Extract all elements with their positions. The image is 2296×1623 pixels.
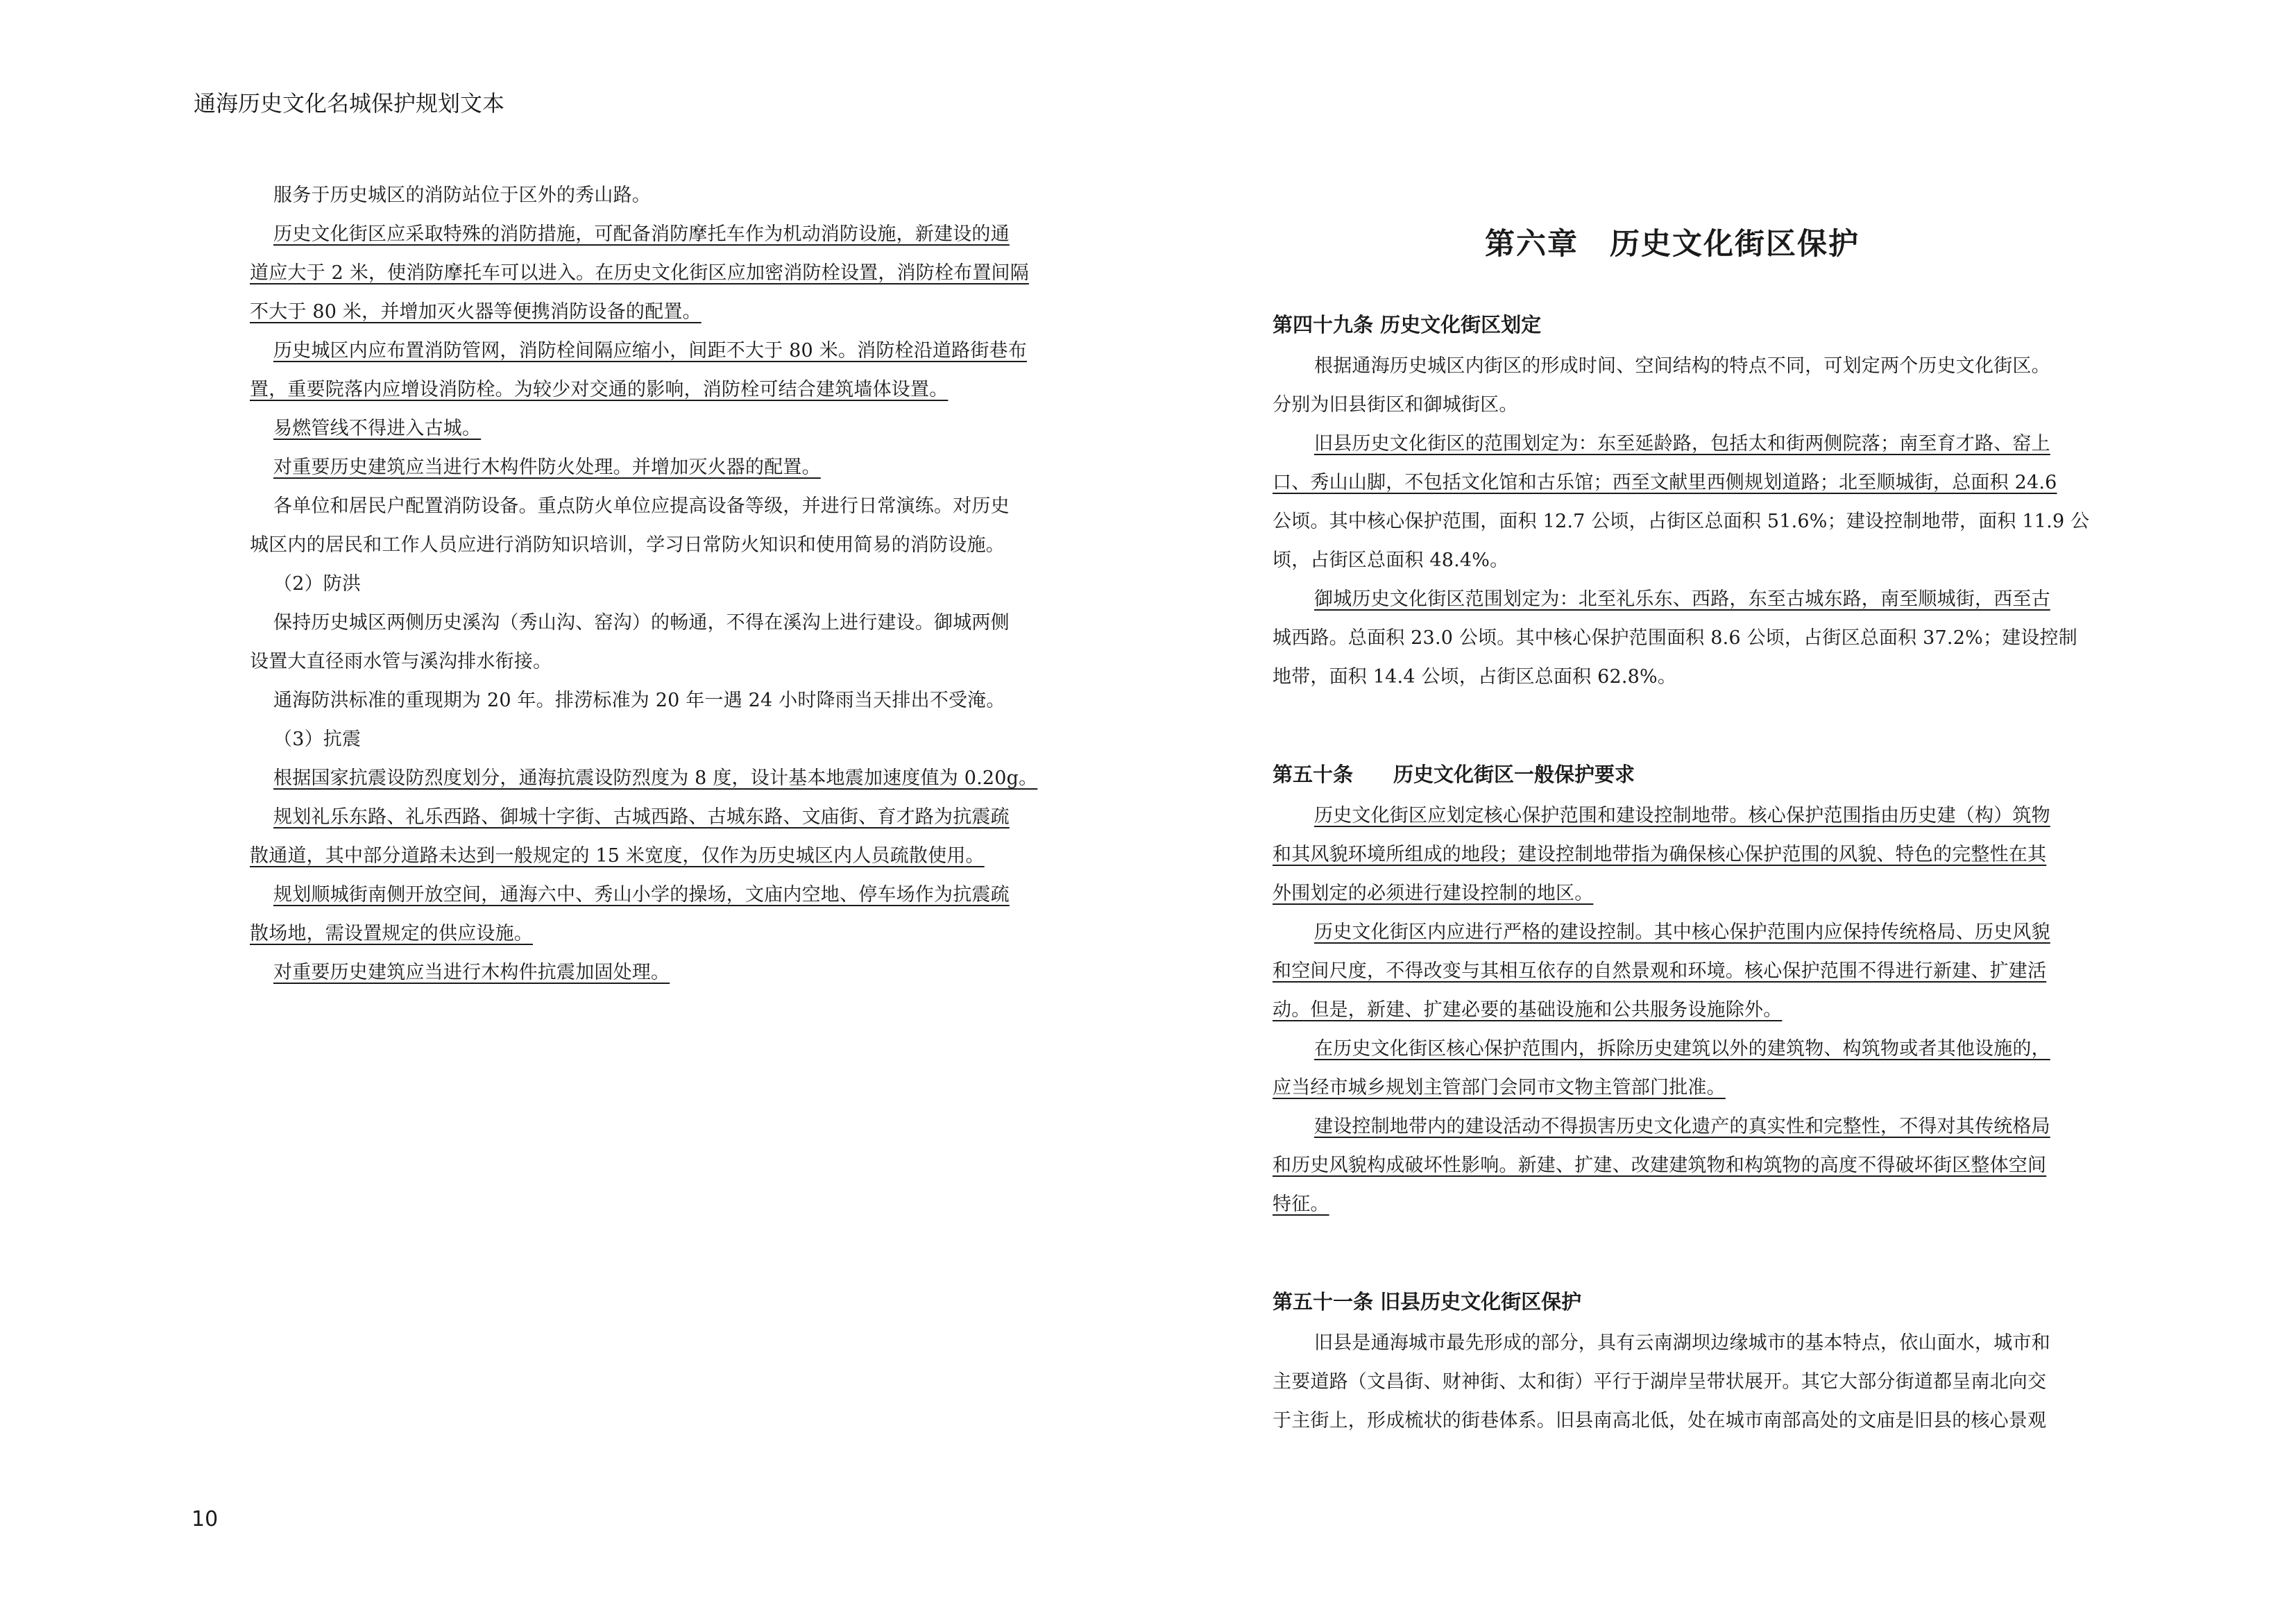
left-page-body <box>250 176 1069 992</box>
text-line-content: 历史城区内应布置消防管网，消防栓间隔应缩小，间距不大于 80 米。消防栓沿道路街巷布 <box>273 340 1027 362</box>
text-line-content: 通海防洪标准的重现期为 20 年。排涝标准为 20 年一遇 24 小时降雨当天排出不受淹。 <box>273 690 1005 711</box>
text-line <box>1273 658 2119 697</box>
text-line-content: （3）抗震 <box>273 729 362 750</box>
text-line <box>250 643 1069 681</box>
text-line-content: 城西路。总面积 23.0 公顷。其中核心保护范围面积 8.6 公顷，占街区总面积 37.2%；建设控制 <box>1273 627 2077 649</box>
text-line-content: 地带，面积 14.4 公顷，占街区总面积 62.8%。 <box>1273 666 1677 688</box>
text-line-content: 易燃管线不得进入古城。 <box>273 418 482 439</box>
text-line-content: 城区内的居民和工作人员应进行消防知识培训，学习日常防火知识和使用简易的消防设施。 <box>250 534 1005 556</box>
text-line-content: 外围划定的必须进行建设控制的地区。 <box>1273 883 1594 904</box>
text-line-content: 公顷。其中核心保护范围，面积 12.7 公顷，占街区总面积 51.6%；建设控制地带，面积 11.9 公 <box>1273 511 2090 532</box>
text-line-content: 建设控制地带内的建设活动不得损害历史文化遗产的真实性和完整性，不得对其传统格局 <box>1314 1116 2050 1137</box>
text-line-content: 和历史风貌构成破坏性影响。新建、扩建、改建建筑物和构筑物的高度不得破坏街区整体空间 <box>1273 1155 2047 1176</box>
text-line <box>1273 1030 2119 1069</box>
text-line <box>250 371 1069 409</box>
article-spacer <box>1273 208 2119 303</box>
text-line <box>1273 1324 2119 1363</box>
right-page-body <box>1273 208 2119 1441</box>
text-line-content: 散场地，需设置规定的供应设施。 <box>250 923 533 944</box>
text-line <box>1273 874 2119 913</box>
text-line-content: 各单位和居民户配置消防设备。重点防火单位应提高设备等级，并进行日常演练。对历史 <box>273 495 1010 517</box>
text-line <box>250 487 1069 526</box>
text-line <box>1273 619 2119 658</box>
text-line-content: 口、秀山山脚，不包括文化馆和古乐馆；西至文献里西侧规划道路；北至顺城街，总面积 24.6 <box>1273 472 2057 493</box>
text-line-content: 置，重要院落内应增设消防栓。为较少对交通的影响，消防栓可结合建筑墙体设置。 <box>250 379 949 400</box>
text-line-content: 应当经市城乡规划主管部门会同市文物主管部门批准。 <box>1273 1077 1726 1098</box>
text-line <box>250 604 1069 643</box>
article-heading: 第五十一条 旧县历史文化街区保护 <box>1273 1290 1582 1314</box>
text-line <box>1273 502 2119 541</box>
article-heading: 第五十条 历史文化街区一般保护要求 <box>1273 763 1635 786</box>
text-line-content: 历史文化街区内应进行严格的建设控制。其中核心保护范围内应保持传统格局、历史风貌 <box>1314 921 2050 943</box>
text-line-content: 于主街上，形成梳状的街巷体系。旧县南高北低，处在城市南部高处的文庙是旧县的核心景观 <box>1273 1410 2047 1431</box>
document-header-title: 通海历史文化名城保护规划文本 <box>194 90 505 117</box>
text-line-content: 御城历史文化街区范围划定为：北至礼乐东、西路，东至古城东路，南至顺城街，西至古 <box>1314 588 2050 610</box>
text-line <box>1273 425 2119 464</box>
text-line <box>250 681 1069 720</box>
text-line <box>1273 347 2119 386</box>
text-line-content: 规划顺城街南侧开放空间，通海六中、秀山小学的操场，文庙内空地、停车场作为抗震疏 <box>273 884 1010 906</box>
text-line <box>250 293 1069 332</box>
text-line-content: 和空间尺度，不得改变与其相互依存的自然景观和环境。核心保护范围不得进行新建、扩建活 <box>1273 960 2047 982</box>
text-line <box>1273 580 2119 619</box>
text-line-content: 分别为旧县街区和御城街区。 <box>1273 394 1518 416</box>
text-line <box>1273 1107 2119 1146</box>
text-line <box>250 409 1069 448</box>
text-line <box>250 526 1069 565</box>
text-line <box>1273 835 2119 874</box>
text-line-content: 保持历史城区两侧历史溪沟（秀山沟、窑沟）的畅通，不得在溪沟上进行建设。御城两侧 <box>273 612 1010 634</box>
text-line <box>1273 913 2119 952</box>
text-line <box>1273 1069 2119 1107</box>
text-line-content: 和其风貌环境所组成的地段；建设控制地带指为确保核心保护范围的风貌、特色的完整性在其 <box>1273 844 2047 865</box>
text-line <box>250 332 1069 371</box>
text-line <box>250 876 1069 915</box>
text-line <box>250 215 1069 254</box>
text-line-content: 主要道路（文昌街、财神街、太和街）平行于湖岸呈带状展开。其它大部分街道都呈南北向交 <box>1273 1371 2047 1393</box>
text-line-content: 历史文化街区应划定核心保护范围和建设控制地带。核心保护范围指由历史建（构）筑物 <box>1314 805 2050 826</box>
text-line-content: 设置大直径雨水管与溪沟排水衔接。 <box>250 651 552 672</box>
text-line <box>1273 797 2119 835</box>
text-line <box>1273 1185 2119 1224</box>
text-line <box>1273 541 2119 580</box>
text-line <box>250 176 1069 215</box>
text-line <box>250 448 1069 487</box>
text-line-content: 根据国家抗震设防烈度划分，通海抗震设防烈度为 8 度，设计基本地震加速度值为 0.20g。 <box>273 767 1038 789</box>
text-line <box>250 254 1069 293</box>
text-line <box>250 915 1069 953</box>
text-line-content: 散通道，其中部分道路未达到一般规定的 15 米宽度，仅作为历史城区内人员疏散使用。 <box>250 845 985 867</box>
text-line-content: 对重要历史建筑应当进行木构件抗震加固处理。 <box>273 962 670 983</box>
text-line <box>1273 1146 2119 1185</box>
text-line-content: 顷，占街区总面积 48.4%。 <box>1273 550 1509 571</box>
article-spacer <box>1273 697 2119 752</box>
text-line <box>1273 1363 2119 1402</box>
text-line <box>1273 952 2119 991</box>
text-line <box>250 798 1069 837</box>
article-spacer <box>1273 1224 2119 1280</box>
article-heading: 第四十九条 历史文化街区划定 <box>1273 313 1542 337</box>
text-line-content: 根据通海历史城区内街区的形成时间、空间结构的特点不同，可划定两个历史文化街区。 <box>1314 355 2050 377</box>
text-line-content: 对重要历史建筑应当进行木构件防火处理。并增加灭火器的配置。 <box>273 457 821 478</box>
text-line <box>250 837 1069 876</box>
text-line-content: 历史文化街区应采取特殊的消防措施，可配备消防摩托车作为机动消防设施，新建设的通 <box>273 223 1010 245</box>
text-line-content: 服务于历史城区的消防站位于区外的秀山路。 <box>273 185 651 206</box>
text-line <box>250 759 1069 798</box>
text-line-content: 规划礼乐东路、礼乐西路、御城十字街、古城西路、古城东路、文庙街、育才路为抗震疏 <box>273 806 1010 828</box>
text-line <box>1273 386 2119 425</box>
text-line <box>1273 1402 2119 1441</box>
text-line-content: 动。但是，新建、扩建必要的基础设施和公共服务设施除外。 <box>1273 999 1783 1021</box>
text-line-content: 旧县历史文化街区的范围划定为：东至延龄路，包括太和街两侧院落；南至育才路、窑上 <box>1314 433 2050 454</box>
page-number: 10 <box>192 1507 219 1531</box>
text-line-content: 旧县是通海城市最先形成的部分，具有云南湖坝边缘城市的基本特点，依山面水，城市和 <box>1314 1332 2050 1354</box>
text-line-content: 不大于 80 米，并增加灭火器等便携消防设备的配置。 <box>250 301 701 323</box>
text-line <box>1273 991 2119 1030</box>
text-line-content: 特征。 <box>1273 1193 1329 1215</box>
text-line-content: （2）防洪 <box>273 573 362 595</box>
text-line <box>1273 464 2119 502</box>
text-line-content: 在历史文化街区核心保护范围内，拆除历史建筑以外的建筑物、构筑物或者其他设施的， <box>1314 1038 2050 1060</box>
text-line-content: 道应大于 2 米，使消防摩托车可以进入。在历史文化街区应加密消防栓设置，消防栓布置间隔 <box>250 262 1029 284</box>
text-line <box>250 953 1069 992</box>
text-line <box>250 720 1069 759</box>
text-line <box>250 565 1069 604</box>
chapter-title: 第六章 历史文化街区保护 <box>1485 227 1860 262</box>
